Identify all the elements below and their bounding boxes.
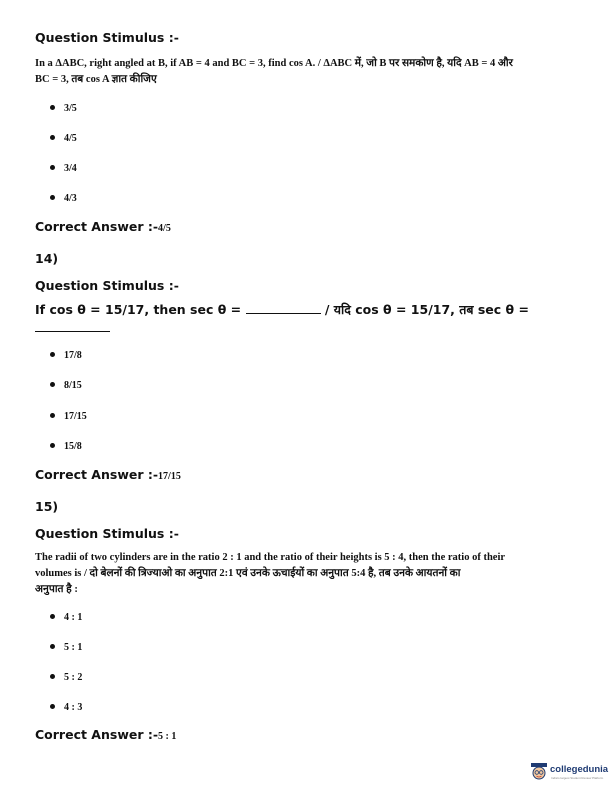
q13-stimulus [35, 56, 580, 88]
q15-stimulus-line1: The radii of two cylinders are in the ratio 2 : 1 and the ratio of their heights is 5 : 4, then the ratio of their [35, 552, 506, 563]
mascot-icon [530, 762, 548, 782]
bullet-icon [50, 644, 55, 649]
brand-tagline: India's largest Student Review Platform [551, 776, 604, 780]
q15-correct-answer: Correct Answer :-5 : 1 [35, 727, 177, 742]
q13-stimulus-line1: In a ΔABC, right angled at B, if AB = 4 and BC = 3, find cos A. / ΔABC में, जो B पर समकोण है, यदि AB = 4 और [35, 58, 513, 69]
bullet-icon [50, 443, 55, 448]
q13-option-1: 3/5 [50, 103, 77, 114]
brand-name: collegedunia [550, 764, 609, 775]
bullet-icon [50, 105, 55, 110]
bullet-icon [50, 352, 55, 357]
q14-stimulus: If cos θ = 15/17, then sec θ = / यदि cos θ = 15/17, तब sec θ = [35, 302, 529, 317]
q14-number: 14) [35, 251, 59, 266]
q15-number: 15) [35, 499, 59, 514]
bullet-icon [50, 614, 55, 619]
q14-option-3: 17/15 [50, 411, 87, 422]
collegedunia-logo [530, 762, 610, 784]
bullet-icon [50, 165, 55, 170]
q15-stimulus-heading: Question Stimulus :- [35, 526, 179, 541]
q15-stimulus [35, 550, 580, 598]
q14-correct-answer: Correct Answer :-17/15 [35, 467, 181, 482]
answer-blank [246, 303, 321, 314]
q13-stimulus-line2: BC = 3, तब cos A ज्ञात कीजिए [35, 74, 157, 85]
bullet-icon [50, 195, 55, 200]
q14-option-1: 17/8 [50, 350, 82, 361]
q15-stimulus-line2: volumes is / दो बेलनों की त्रिज्याओ का अनुपात 2:1 एवं उनके ऊचाईयों का अनुपात 5:4 है, तब उनके आयतनों का [35, 568, 461, 579]
answer-blank-continued [35, 331, 110, 332]
q13-option-4: 4/3 [50, 193, 77, 204]
q14-option-4: 15/8 [50, 441, 82, 452]
bullet-icon [50, 413, 55, 418]
q13-correct-answer: Correct Answer :-4/5 [35, 219, 171, 234]
bullet-icon [50, 704, 55, 709]
bullet-icon [50, 674, 55, 679]
q14-option-2: 8/15 [50, 380, 82, 391]
q13-option-2: 4/5 [50, 133, 77, 144]
bullet-icon [50, 135, 55, 140]
q13-stimulus-heading: Question Stimulus :- [35, 30, 179, 45]
q15-option-2: 5 : 1 [50, 642, 82, 653]
bullet-icon [50, 382, 55, 387]
q15-option-4: 4 : 3 [50, 702, 82, 713]
q15-option-1: 4 : 1 [50, 612, 82, 623]
q14-stimulus-heading: Question Stimulus :- [35, 278, 179, 293]
q15-stimulus-line3: अनुपात है : [35, 584, 78, 595]
q13-option-3: 3/4 [50, 163, 77, 174]
q15-option-3: 5 : 2 [50, 672, 82, 683]
